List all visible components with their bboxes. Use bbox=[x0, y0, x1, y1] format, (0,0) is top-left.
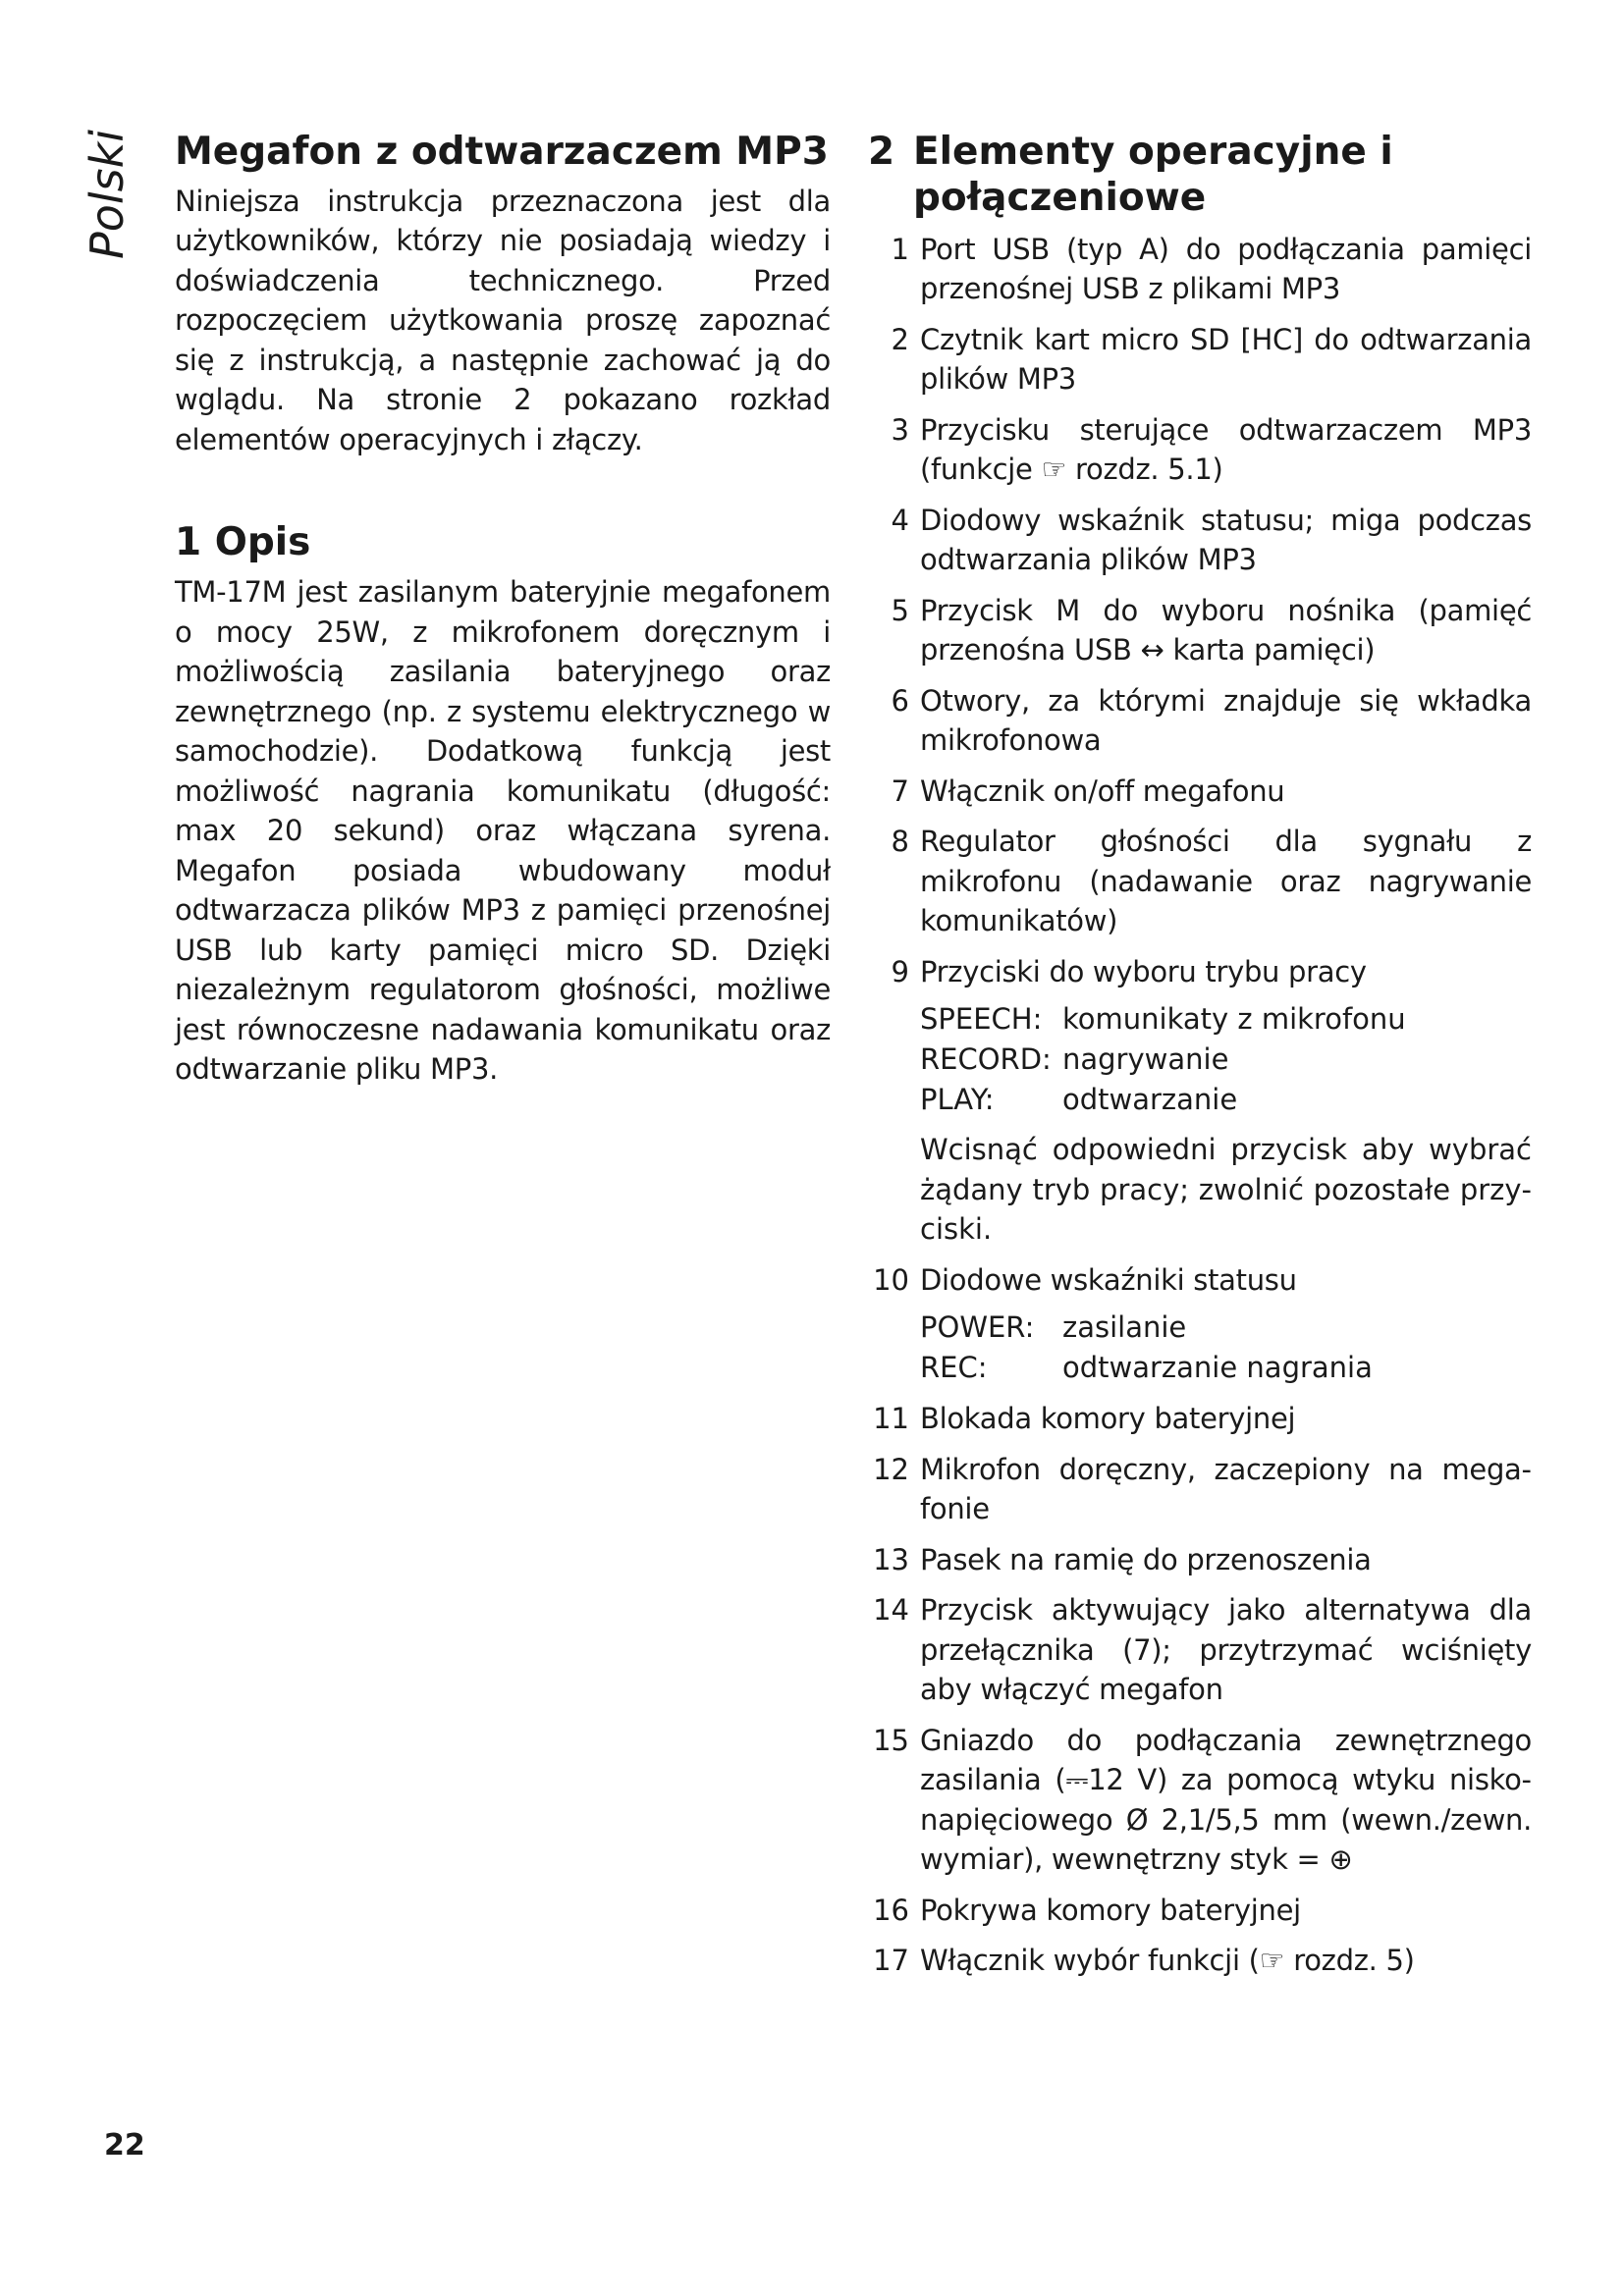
list-item bbox=[868, 591, 1532, 670]
item-number: 2 bbox=[891, 322, 909, 356]
list-item bbox=[868, 1721, 1532, 1880]
led-key: POWER: bbox=[920, 1310, 1035, 1345]
item-text: Gniazdo do podłączania zewnętrznego zasilania (⎓12 V) za pomocą wtyku niskonapięciowego Ø 2,1/5,5 mm (wewn./zewn. wymiar), wewnętrzny styk = ⊕ bbox=[920, 1723, 1532, 1877]
item-number: 10 bbox=[873, 1262, 909, 1297]
left-column bbox=[175, 130, 831, 1090]
mode-row bbox=[920, 999, 1532, 1040]
item-number: 16 bbox=[873, 1893, 909, 1927]
item-number: 7 bbox=[891, 774, 909, 808]
list-item bbox=[868, 230, 1532, 309]
item-number: 12 bbox=[873, 1452, 909, 1486]
led-key: REC: bbox=[920, 1351, 988, 1385]
list-item bbox=[868, 952, 1532, 1250]
led-list bbox=[920, 1308, 1532, 1388]
mode-row bbox=[920, 1080, 1532, 1120]
item-number: 17 bbox=[873, 1944, 909, 1978]
page-number: 22 bbox=[104, 2128, 145, 2163]
led-row bbox=[920, 1308, 1532, 1348]
list-item bbox=[868, 320, 1532, 400]
list-item bbox=[868, 772, 1532, 812]
list-item bbox=[868, 1540, 1532, 1580]
item-number: 15 bbox=[873, 1723, 909, 1757]
item-text: Pokrywa komory bateryjnej bbox=[920, 1893, 1301, 1927]
item-text: Otwory, za którymi znajduje się wkładka mikrofonowa bbox=[920, 683, 1532, 758]
item-number: 3 bbox=[891, 412, 909, 447]
language-label-text: Polski bbox=[81, 129, 134, 260]
mode-value: nagrywanie bbox=[1062, 1042, 1229, 1077]
list-item bbox=[868, 501, 1532, 580]
item-number: 14 bbox=[873, 1593, 909, 1628]
language-side-label bbox=[73, 126, 141, 263]
led-value: odtwarzanie nagrania bbox=[1062, 1351, 1373, 1385]
led-row bbox=[920, 1348, 1532, 1388]
item-number: 1 bbox=[891, 232, 909, 266]
item-text: Mikrofon doręczny, zaczepiony na megafonie bbox=[920, 1452, 1532, 1526]
mode-note: Wcisnąć odpowiedni przycisk aby wybrać żądany tryb pracy; zwolnić pozostałe przyciski. bbox=[920, 1133, 1532, 1247]
item-text: Pasek na ramię do przenoszenia bbox=[920, 1542, 1372, 1576]
list-item bbox=[868, 1450, 1532, 1529]
intro-title: Megafon z odtwarzaczem MP3 bbox=[175, 130, 829, 174]
mode-value: odtwarzanie bbox=[1062, 1083, 1238, 1117]
mode-key: PLAY: bbox=[920, 1083, 995, 1117]
item-text: Przycisku sterujące odtwarzaczem MP3 (funkcje ☞ rozdz. 5.1) bbox=[920, 412, 1532, 487]
item-text: Przycisk aktywujący jako alternatywa dla przełącznika (7); przytrzymać wciśnięty aby włączyć megafon bbox=[920, 1593, 1532, 1707]
mode-value: komunikaty z mikrofonu bbox=[1062, 1002, 1406, 1037]
intro-text: Niniejsza instrukcja przeznaczona jest dla użytkowników, którzy nie posiadają wiedzy i doświadczenia technicznego. Przed rozpoczęciem użytkowania proszę zapoznać się z instrukcją, a następnie zachować ją do wglądu. Na stronie 2 pokazano rozkład elementów operacyjnych i złączy. bbox=[175, 184, 831, 456]
list-item bbox=[868, 822, 1532, 941]
item-text: Przyciski do wyboru trybu pracy bbox=[920, 954, 1367, 988]
section-2-number: 2 bbox=[868, 130, 895, 174]
item-text: Czytnik kart micro SD [HC] do odtwarzania plików MP3 bbox=[920, 322, 1532, 397]
item-text: Regulator głośności dla sygnału z mikrofonu (nadawanie oraz nagrywanie komunikatów) bbox=[920, 825, 1532, 938]
mode-key: RECORD: bbox=[920, 1042, 1052, 1077]
list-item bbox=[868, 1399, 1532, 1439]
item-number: 13 bbox=[873, 1542, 909, 1576]
item-text: Włącznik on/off megafonu bbox=[920, 774, 1285, 808]
elements-list bbox=[868, 230, 1532, 1981]
item-number: 5 bbox=[891, 593, 909, 627]
mode-row bbox=[920, 1040, 1532, 1080]
led-value: zasilanie bbox=[1062, 1310, 1187, 1345]
item-text: Diodowe wskaźniki statusu bbox=[920, 1262, 1297, 1297]
item-text: Włącznik wybór funkcji (☞ rozdz. 5) bbox=[920, 1944, 1415, 1978]
section-1-text: TM-17M jest zasilanym bateryjnie megafonem o mocy 25W, z mikrofonem doręcznym i możliwością zasilania bateryjnego oraz zewnętrznego (np. z systemu elektrycznego w samochodzie). Dodatkową funkcją jest możliwość nagrania komunikatu (długość: max 20 sekund) oraz włączana syrena. Megafon posiada wbudowany moduł odtwarzacza plików MP3 z pamięci przenośnej USB lub karty pamięci micro SD. Dzięki niezależnym regulatorom głośności, możliwe jest równoczesne nadawania komunikatu oraz odtwarzanie pliku MP3. bbox=[175, 575, 831, 1087]
item-number: 4 bbox=[891, 503, 909, 537]
item-text: Diodowy wskaźnik statusu; miga podczas odtwarzania plików MP3 bbox=[920, 503, 1532, 577]
list-item bbox=[868, 1260, 1532, 1389]
section-2-title-text: Elementy operacyjne i połączeniowe bbox=[913, 130, 1393, 220]
list-item bbox=[868, 1891, 1532, 1931]
mode-list bbox=[920, 999, 1532, 1120]
item-text: Blokada komory bateryjnej bbox=[920, 1402, 1296, 1436]
list-item bbox=[868, 1590, 1532, 1710]
list-item bbox=[868, 1941, 1532, 1981]
item-number: 9 bbox=[891, 954, 909, 988]
list-item bbox=[868, 410, 1532, 490]
section-2-title bbox=[868, 130, 1532, 222]
item-text: Port USB (typ A) do podłączania pamięci przenośnej USB z plikami MP3 bbox=[920, 232, 1532, 306]
item-text: Przycisk M do wyboru nośnika (pamięć przenośna USB ↔ karta pamięci) bbox=[920, 593, 1532, 667]
item-number: 11 bbox=[873, 1402, 909, 1436]
mode-key: SPEECH: bbox=[920, 1002, 1043, 1037]
section-1-title: 1 Opis bbox=[175, 520, 311, 565]
list-item bbox=[868, 681, 1532, 761]
right-column bbox=[868, 130, 1532, 1992]
item-number: 8 bbox=[891, 825, 909, 859]
item-number: 6 bbox=[891, 683, 909, 718]
